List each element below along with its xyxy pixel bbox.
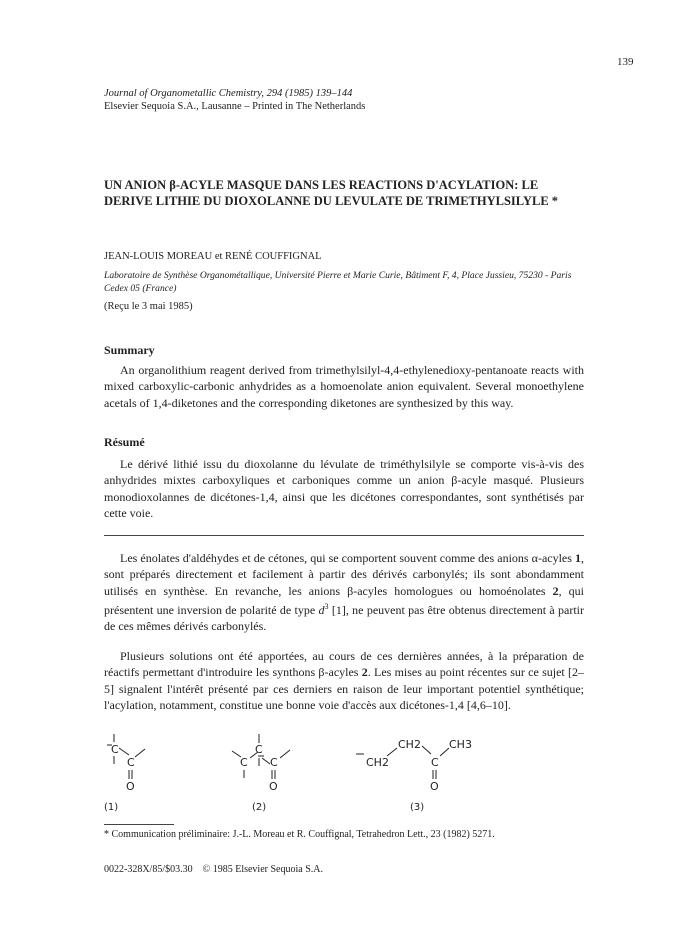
journal-citation: Journal of Organometallic Chemistry, 294 (1985) 139–144 [104, 88, 353, 99]
page-number: 139 [617, 56, 634, 68]
resume-text: Le dérivé lithié issu du dioxolanne du lévulate de triméthylsilyle se comporte vis-à-vis des anhydrides mixtes carboxyliques et carboniques comme un anion β-acyle masqué. Plusieurs monodioxolannes de dicétones-1,4, ainsi que les dicétones correspondantes, sont synthétisés par cette voie. [104, 457, 584, 520]
copyright-notice: © 1985 Elsevier Sequoia S.A. [202, 864, 323, 875]
compound-ref: 1 [575, 551, 581, 565]
atom-o: O [269, 780, 278, 793]
body-text: , sont préparés directement et facilement à partir des dérivés carbonylés; ils sont abondamment utilisés en synthèse. En revanche, les anions β-acyles homologues ou homoénolates [104, 551, 584, 598]
atom-c: C [111, 743, 119, 756]
atom-o: O [430, 780, 439, 793]
footnote-divider [104, 824, 174, 825]
body-paragraph-1 [104, 550, 584, 634]
article-title: UN ANION β-ACYLE MASQUE DANS LES REACTIONS D'ACYLATION: LE DERIVE LITHIE DU DIOXOLANNE DU LEVULATE DE TRIMETHYLSILYLE * [104, 178, 559, 208]
resume-heading: Résumé [104, 435, 145, 449]
body-text: , qui présentent une inversion de polarité de type [104, 583, 585, 617]
body-text: [1], ne peuvent pas être obtenus directement à partir de ces mêmes dérivés carbonylés. [104, 602, 585, 634]
group-ch2: CH2 [366, 756, 389, 769]
structure-label-3: (3) [410, 802, 425, 813]
atom-c: C [255, 743, 263, 756]
polarity-superscript: 3 [324, 601, 329, 611]
footnote: * Communication préliminaire: J.-L. Moreau et R. Couffignal, Tetrahedron Lett., 23 (1982) 5271. [104, 829, 495, 840]
structure-label-2: (2) [252, 802, 267, 813]
body-text: Plusieurs solutions ont été apportées, au cours de ces dernières années, à la préparation de réactifs permettant d'introduire les synthons β-acyles [104, 649, 584, 680]
group-ch3: CH3 [449, 738, 472, 751]
structure-2 [232, 734, 290, 813]
publisher-line: Elsevier Sequoia S.A., Lausanne – Printed in The Netherlands [104, 101, 366, 112]
body-text: . Les mises au point récentes sur ce sujet [2–5] signalent l'intérêt présenté par ces derniers en raison de leur important potentiel synthétique; l'acylation, notamment, constitue une bonne voie d'accès aux dicétones-1,4 [4,6–10]. [104, 665, 584, 712]
atom-c: C [127, 756, 135, 769]
issn-code: 0022-328X/85/$03.30 [104, 864, 193, 875]
copyright-line [104, 864, 323, 875]
structure-label-1: (1) [104, 802, 119, 813]
received-date: (Reçu le 3 mai 1985) [104, 301, 193, 312]
section-divider [104, 535, 584, 536]
compound-ref: 2 [552, 583, 559, 598]
atom-c: C [431, 756, 439, 769]
atom-c: C [270, 756, 278, 769]
polarity-symbol: d [318, 602, 325, 617]
atom-o: O [126, 780, 135, 793]
body-paragraph-2 [104, 648, 584, 713]
authors: JEAN-LOUIS MOREAU et RENÉ COUFFIGNAL [104, 251, 322, 262]
affiliation: Laboratoire de Synthèse Organométallique, Université Pierre et Marie Curie, Bâtiment F, 4, Place Jussieu, 75230 - Paris Cedex 05 (France) [104, 270, 572, 294]
chemical-structures [104, 728, 584, 818]
body-text: Les énolates d'aldéhydes et de cétones, qui se comportent souvent comme des anions α-acyles [120, 551, 575, 565]
group-ch2: CH2 [398, 738, 421, 751]
summary-heading: Summary [104, 343, 155, 357]
atom-c: C [240, 756, 248, 769]
structure-1 [104, 734, 145, 813]
compound-ref: 2 [361, 665, 368, 680]
summary-text: An organolithium reagent derived from trimethylsilyl-4,4-ethylenedioxy-pentanoate reacts with mixed carboxylic-carbonic anhydrides as a homoenolate anion equivalent. Several monoethylene acetals of 1,4-diketones and the corresponding diketones are synthesized by this way. [104, 363, 584, 410]
structure-3 [356, 738, 472, 813]
